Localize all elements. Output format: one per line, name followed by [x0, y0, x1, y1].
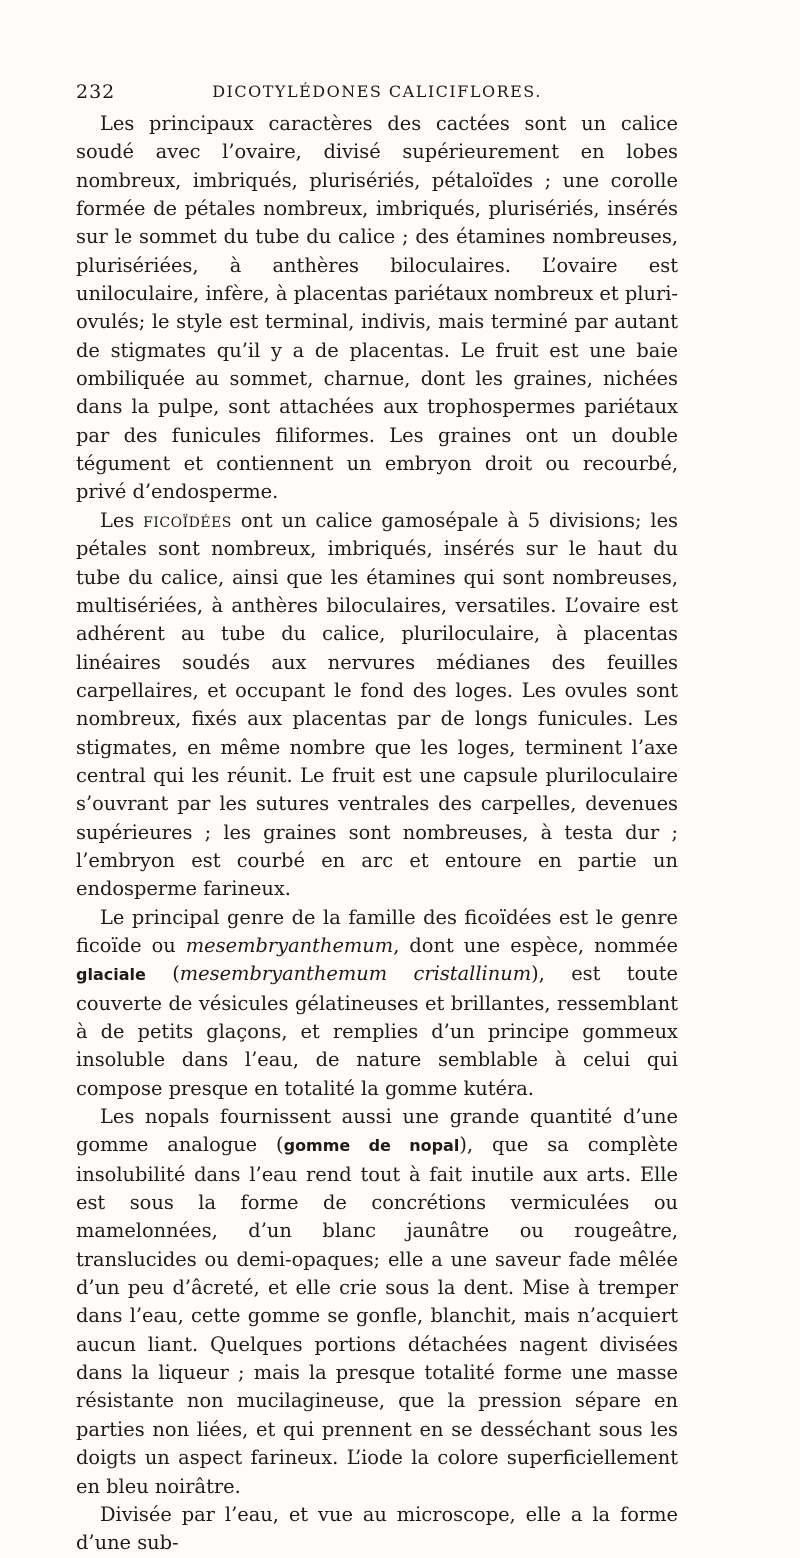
- paragraph-ficoidees: [76, 507, 678, 904]
- body-text: [76, 110, 678, 1558]
- p3-rest: ), est toute couverte de vésicules gélatineuses et brillantes, ressemblant à de petits glaçons, et remplies d’un principe gommeux insoluble dans l’eau, de nature semblable à celui qui compose presque en totalité la gomme kutéra.: [76, 962, 678, 1100]
- page-header: [76, 80, 678, 104]
- paragraph-microscope: Divisée par l’eau, et vue au microscope, elle a la forme d’une sub-: [76, 1502, 678, 1555]
- paragraph-cactees: Les principaux caractères des cactées sont un calice soudé avec l’ovaire, divisé supérieurement en lobes nombreux, imbriqués, plurisériés, pétaloïdes ; une corolle formée de pétales nombreux, imbriqués, plurisériés, insérés sur le sommet du tube du calice ; des étamines nombreuses, plurisériées, à anthères biloculaires. L’ovaire est uniloculaire, infère, à placentas pariétaux nombreux et pluri-ovulés; le style est terminal, indivis, mais terminé par autant de stigmates qu’il y a de placentas. Le fruit est une baie ombiliquée au sommet, charnue, dont les graines, nichées dans la pulpe, sont attachées aux trophospermes pariétaux par des funicules filiformes. Les graines ont un double tégument et contiennent un embryon droit ou recourbé, privé d’endosperme.: [76, 112, 678, 504]
- p3-lead: Le principal genre de la famille des ficoïdées est le genre ficoïde ou: [76, 905, 678, 957]
- term-gomme-de-nopal: gomme de nopal: [283, 1136, 460, 1156]
- genus-name: mesembryanthemum: [185, 933, 394, 957]
- term-ficoidees: ficoïdées: [143, 508, 232, 532]
- common-name-glaciale: glaciale: [76, 965, 146, 985]
- p3-paren-open: (: [145, 962, 180, 986]
- species-name: mesembryanthemum cristallinum: [179, 962, 532, 986]
- p4-lead: Les nopals fournissent aussi une grande quantité d’une gomme analogue (: [76, 1105, 678, 1157]
- p3-mid: , dont une espèce, nommée: [393, 933, 678, 957]
- running-title: DICOTYLÉDONES CALICIFLORES.: [212, 82, 542, 101]
- page-number: 232: [76, 81, 116, 103]
- p4-rest: ), que sa complète insolubilité dans l’eau rend tout à fait inutile aux arts. Elle est sous la forme de concrétions vermiculées ou mamelonnées, d’un blanc jaunâtre ou rougeâtre, translucides ou demi-opaques; elle a une saveur fade mêlée d’un peu d’âcreté, et elle crie sous la dent. Mise à tremper dans l’eau, cette gomme se gonfle, blanchit, mais n’acquiert aucun liant. Quelques portions détachées nagent divisées dans la liqueur ; mais la presque totalité forme une masse résistante non mucilagineuse, que la pression sépare en parties non liées, et qui prennent en se desséchant sous les doigts un aspect farineux. L’iode la colore superficiellement en bleu noirâtre.: [76, 1133, 679, 1498]
- paragraph-nopals: [76, 1103, 678, 1501]
- p2-lead: Les: [100, 508, 144, 532]
- paragraph-genre-ficoide: [76, 904, 678, 1103]
- p2-rest: ont un calice gamosépale à 5 divisions; les pétales sont nombreux, imbriqués, insérés sur le haut du tube du calice, ainsi que les étamines qui sont nombreuses, multisériées, à anthères biloculaires, versatiles. L’ovaire est adhérent au tube du calice, pluriloculaire, à placentas linéaires soudés aux nervures médianes des feuilles carpellaires, et occupant le fond des loges. Les ovules sont nombreux, fixés aux placentas par de longs funicules. Les stigmates, en même nombre que les loges, terminent l’axe central qui les réunit. Le fruit est une capsule pluriloculaire s’ouvrant par les sutures ventrales des carpelles, devenues supérieures ; les graines sont nombreuses, à testa dur ; l’embryon est courbé en arc et entoure en partie un endosperme farineux.: [76, 508, 678, 901]
